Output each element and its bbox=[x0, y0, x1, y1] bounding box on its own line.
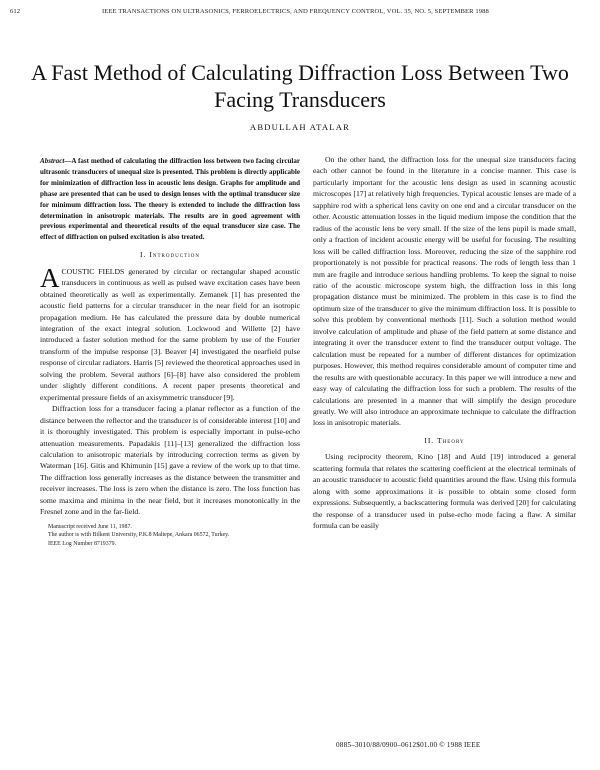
footnote-received: Manuscript received June 11, 1987. bbox=[48, 523, 132, 530]
footnotes bbox=[40, 523, 300, 549]
drop-cap: A bbox=[40, 262, 60, 293]
page-number: 612 bbox=[10, 8, 21, 15]
paper-title: A Fast Method of Calculating Diffraction Loss Between Two Facing Transducers bbox=[31, 59, 569, 112]
footnote-affiliation: The author is with Bilkent University, P.K.8 Maltepe, Ankara 06572, Turkey. bbox=[48, 532, 230, 539]
abstract bbox=[40, 156, 300, 243]
section-heading-theory: II. Theory bbox=[424, 435, 465, 445]
section-heading-introduction: I. Introduction bbox=[140, 250, 200, 260]
intro-paragraph-1-text: COUSTIC FIELDS generated by circular or rectangular shaped acoustic transducers in continuous as well as pulsed wave excitation cases have been obtained theoretically as well as experimentally. Zemanek [1] has presented the acoustic field patterns for a circular transducer in the near field for an isotropic propagation medium. He has calculated the pressure data by double numerical integration of the exact integral solution. Lockwood and Willette [2] have introduced a faster solution method for the same problem by use of the Fourier transform of the impulse response [3]. Beaver [4] investigated the nearfield pulse response of circular radiators. Harris [5] reviewed the theoretical approaches used in solving the problem. Several authors [6]–[8] have also considered the problem under slightly different conditions. A recent paper presents theoretical and experimental pressure fields of an axisymmetric transducer [9]. bbox=[40, 266, 300, 402]
right-paragraph-2: Using reciprocity theorem, Kino [18] and Auld [19] introduced a general scattering formula that relates the scattering coefficient at the electrical terminals of an acoustic transducer to acoustic field quantities around the flaw. Using this formula along with some approximations it is possible to obtain some closed form expressions. Subsequently, a backscattering formula was derived [20] for calculating the response of a transducer used in pulse-echo mode facing a flaw. A similar formula can be easily bbox=[313, 452, 576, 531]
abstract-text: —A fast method of calculating the diffraction loss between two facing circular ultrasonic transducers of unequal size is presented. This problem is directly applicable for minimization of diffraction loss in acoustic lens design. Graphs for amplitude and phase are presented that can be used to design lenses with the optimal transducer size for minimum diffraction loss. The theory is extended to include the diffraction loss determination in anisotropic materials. The results are in good agreement with previous experimental and theoretical results of the equal transducer size case. The effect of diffraction on pulsed excitation is also treated. bbox=[40, 157, 300, 242]
left-column bbox=[40, 156, 300, 548]
abstract-label: Abstract bbox=[40, 157, 65, 165]
copyright-line: 0885–3010/88/0900–0612$01.00 © 1988 IEEE bbox=[336, 741, 481, 749]
intro-paragraph-2: Diffraction loss for a transducer facing a planar reflector as a function of the distance between the reflector and the transducer is of considerable interest [10] and it is thoroughly investigated. This problem is especially important in pulse-echo attenuation measurements. Papadakis [11]–[13] generalized the diffraction loss calculation to anisotropic materials by introducing correction terms as given by Waterman [16]. Gitis and Khimunin [15] gave a review of the work up to that time. The diffraction loss generally increases as the distance between the transmitter and receiver increases. The loss is zero when the distance is zero. The loss function has some maxima and minima in the near field, but it increases monotonically in the Fresnel zone and in the far-field. bbox=[40, 404, 300, 517]
author-name: ABDULLAH ATALAR bbox=[249, 122, 351, 132]
intro-paragraph-1 bbox=[40, 262, 300, 403]
journal-title: IEEE TRANSACTIONS ON ULTRASONICS, FERROELECTRICS, AND FREQUENCY CONTROL, VOL. 35, NO. 5, SEPTEMBER 1988 bbox=[102, 8, 489, 15]
right-column bbox=[313, 154, 576, 532]
right-paragraph-1: On the other hand, the diffraction loss for the unequal size transducers facing each other cannot be found in the literature in a concise manner. This case is particularly important for the acoustic lens design as used in scanning acoustic microscopes [17] at relatively high frequencies. Typical acoustic lenses are made of a sapphire rod with a spherical lens cavity on one end and a circular transducer on the other. Acoustic attenuation losses in the liquid medium impose the condition that the radius of the acoustic lens be very small. If the size of the lens pupil is made small, only a fraction of incident acoustic energy will be useful for focusing. The resulting loss will be called diffraction loss. Moreover, reducing the size of the sapphire rod proportionately is not possible for practical reasons. The rods of length less than 1 mm are fragile and introduce serious handling problems. To keep the signal to noise ratio of the acoustic microscope system high, the diffraction loss in this long propagation distance must be minimized. The problem in this case is to find the optimum size of the transducer to give the minimum diffraction loss. It is possible to solve this problem by conventional methods [11]. Such a solution method would involve calculation of amplitude and phase of the field pattern at some distance and integrating it over the transducer extent to find the transducer output voltage. The calculation must be repeated for a number of different distances for optimization purposes. However, this method requires considerable amount of computer time and the results are with questionable accuracy. In this paper we will introduce a new and easy way of calculating the diffraction loss for such a problem. The results of the calculations are presented in a manner that will simplify the design procedure greatly. We will also introduce an approximate technique to calculate the diffraction loss in anisotropic materials. bbox=[313, 155, 576, 428]
running-header bbox=[10, 8, 588, 22]
footnote-log-number: IEEE Log Number 8719379. bbox=[48, 540, 117, 547]
